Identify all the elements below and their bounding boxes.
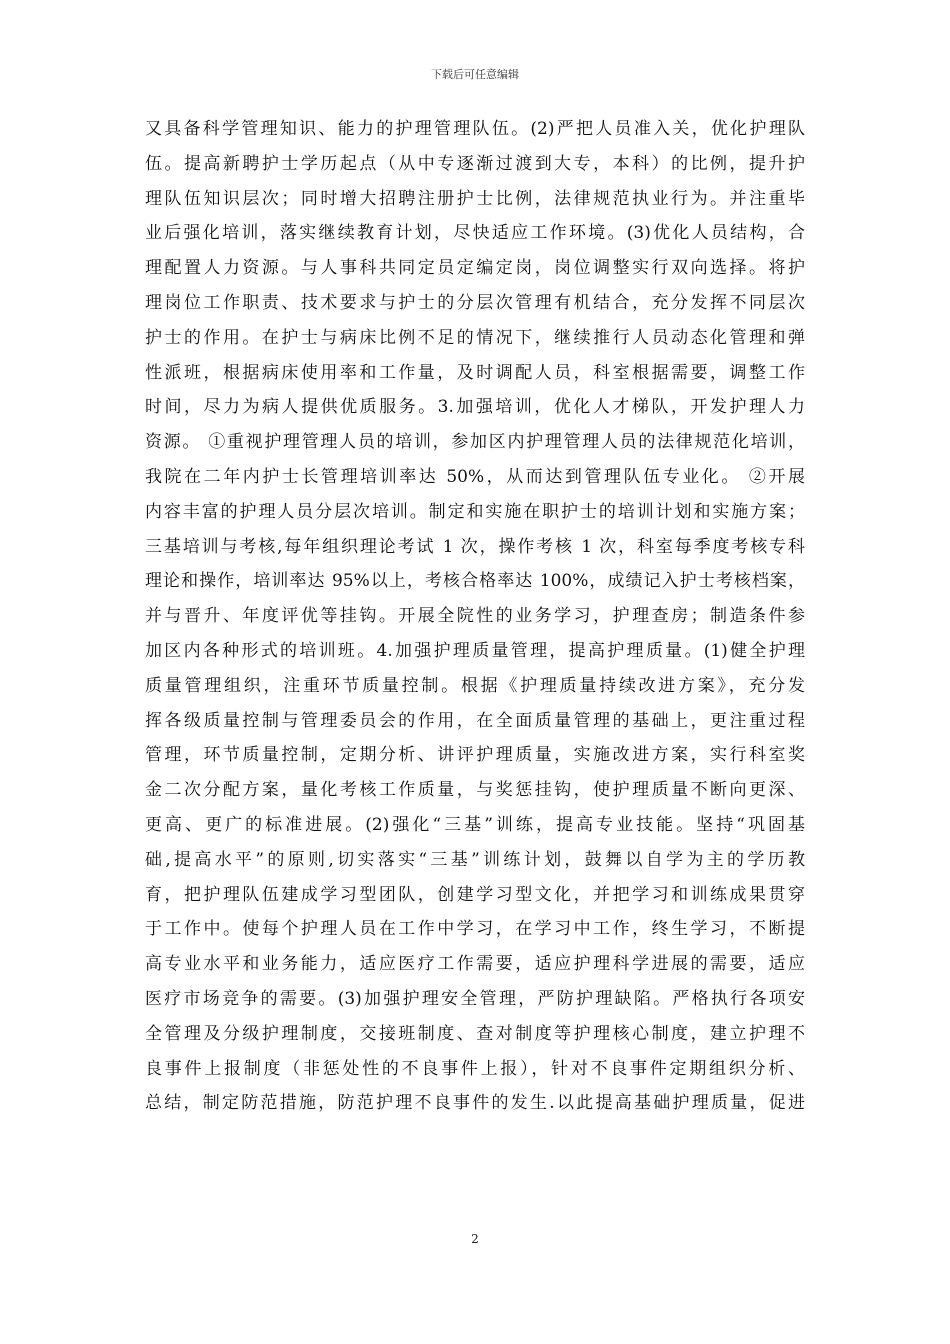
body-line: 医疗市场竞争的需要。(3)加强护理安全管理，严防护理缺陷。严格执行各项安 [145,988,805,1009]
body-line: 管理，环节质量控制，定期分析、讲评护理质量，实施改进方案，实行科室奖 [145,745,805,766]
body-line: 理岗位工作职责、技术要求与护士的分层次管理有机结合，充分发挥不同层次 [145,292,805,313]
body-line: 高专业水平和业务能力，适应医疗工作需要，适应护理科学进展的需要，适应 [145,954,805,975]
body-line: 挥各级质量控制与管理委员会的作用，在全面质量管理的基础上，更注重过程 [145,710,805,731]
body-line: 总结，制定防范措施，防范护理不良事件的发生.以此提高基础护理质量，促进 [145,1093,805,1114]
body-line: 质量管理组织，注重环节质量控制。根据《护理质量持续改进方案》，充分发 [145,675,805,696]
body-line: 于工作中。使每个护理人员在工作中学习，在学习中工作，终生学习，不断提 [145,919,805,940]
body-line: 性派班，根据病床使用率和工作量，及时调配人员，科室根据需要，调整工作 [145,362,805,383]
body-line: 内容丰富的护理人员分层次培训。制定和实施在职护士的培训计划和实施方案； [145,501,805,522]
body-line: 护士的作用。在护士与病床比例不足的情况下，继续推行人员动态化管理和弹 [145,327,805,348]
body-line: 加区内各种形式的培训班。4.加强护理质量管理，提高护理质量。(1)健全护理 [145,640,805,661]
body-line: 更高、更广的标准进展。(2)强化“三基”训练，提高专业技能。坚持“巩固基 [145,814,805,835]
body-line: 我院在二年内护士长管理培训率达 50%，从而达到管理队伍专业化。 ②开展 [145,466,805,487]
body-line: 并与晋升、年度评优等挂钩。开展全院性的业务学习，护理查房；制造条件参 [145,606,805,627]
body-line: 良事件上报制度（非惩处性的不良事件上报），针对不良事件定期组织分析、 [145,1058,805,1079]
page-header: 下载后可任意编辑 [431,68,519,81]
body-line: 金二次分配方案，量化考核工作质量，与奖惩挂钩，使护理质量不断向更深、 [145,780,805,801]
body-line: 三基培训与考核,每年组织理论考试 1 次，操作考核 1 次，科室每季度考核专科 [145,536,805,557]
body-line: 育，把护理队伍建成学习型团队，创建学习型文化，并把学习和训练成果贯穿 [145,884,805,905]
body-line: 全管理及分级护理制度，交接班制度、查对制度等护理核心制度，建立护理不 [145,1023,805,1044]
body-line: 理配置人力资源。与人事科共同定员定编定岗，岗位调整实行双向选择。将护 [145,258,805,279]
body-line: 理队伍知识层次；同时增大招聘注册护士比例，法律规范执业行为。并注重毕 [145,188,805,209]
body-line: 又具备科学管理知识、能力的护理管理队伍。(2)严把人员准入关，优化护理队 [145,119,805,139]
body-line: 伍。提高新聘护士学历起点（从中专逐渐过渡到大专，本科）的比例，提升护 [145,153,805,174]
document-body [145,112,805,1121]
body-line: 资源。 ①重视护理管理人员的培训，参加区内护理管理人员的法律规范化培训， [145,432,805,453]
body-line: 理论和操作，培训率达 95%以上，考核合格率达 100%，成绩记入护士考核档案， [145,571,805,592]
body-line: 础,提高水平”的原则,切实落实“三基”训练计划，鼓舞以自学为主的学历教 [145,849,805,870]
page-number: 2 [471,1232,479,1246]
body-line: 时间，尽力为病人提供优质服务。3.加强培训，优化人才梯队，开发护理人力 [145,397,805,418]
body-line: 业后强化培训，落实继续教育计划，尽快适应工作环境。(3)优化人员结构，合 [145,223,805,244]
